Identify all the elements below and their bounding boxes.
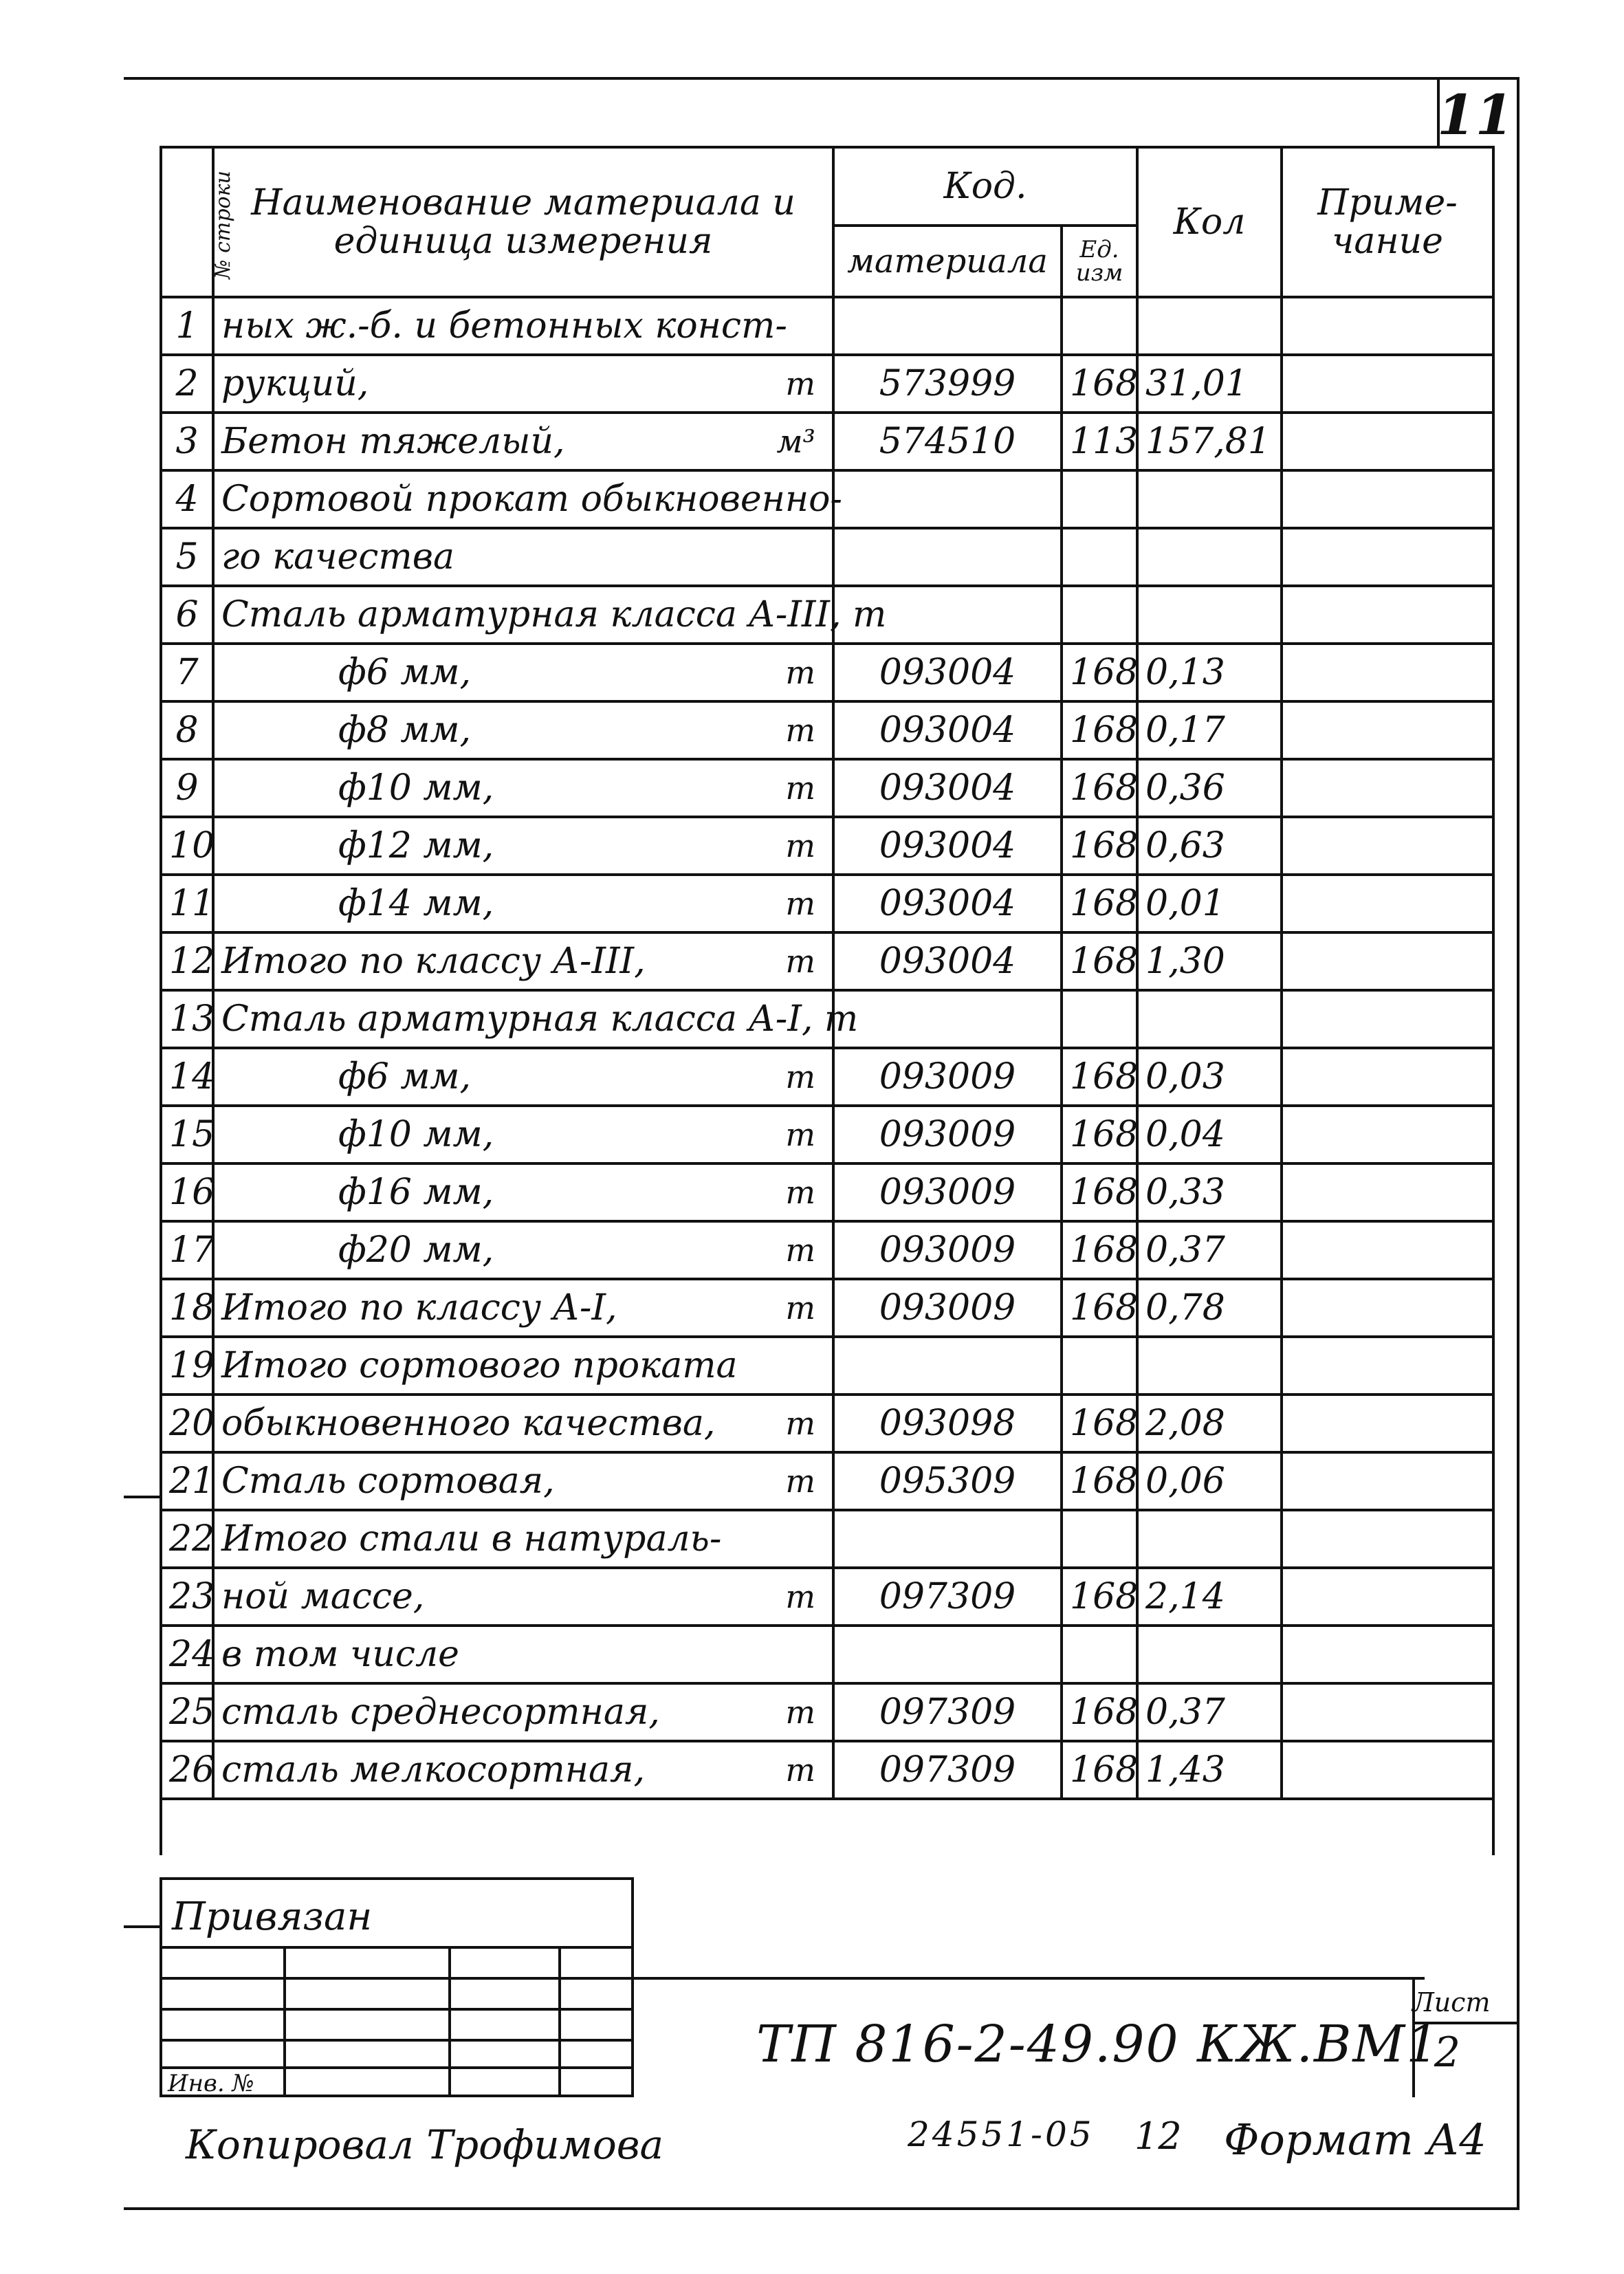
material-name-cell — [213, 817, 833, 875]
material-code — [833, 297, 1062, 355]
quantity — [1137, 470, 1282, 528]
material-name-cell — [213, 932, 833, 990]
sheet-value: 2 — [1434, 2029, 1461, 2077]
material-code — [833, 990, 1062, 1048]
unit-code: 168 — [1062, 1452, 1137, 1510]
measure-unit: м³ — [776, 423, 815, 460]
unit-code: 168 — [1062, 1568, 1137, 1626]
material-code: 095309 — [833, 1452, 1062, 1510]
table-row — [161, 413, 1493, 470]
quantity — [1137, 1337, 1282, 1395]
material-name: Бетон тяжелый, — [221, 421, 565, 462]
measure-unit: т — [785, 1694, 815, 1731]
unit-code — [1062, 1337, 1137, 1395]
note — [1282, 1048, 1493, 1106]
note — [1282, 759, 1493, 817]
material-name-cell — [213, 355, 833, 413]
material-name: ф8 мм, — [338, 710, 472, 751]
material-name-cell — [213, 1279, 833, 1337]
table-row — [161, 1221, 1493, 1279]
header-code: Код. — [833, 147, 1137, 226]
stamp-row-line-3 — [160, 2008, 634, 2011]
material-name-cell — [213, 875, 833, 932]
material-name: Сталь арматурная класса А-III, т — [221, 594, 887, 635]
material-name: Итого по классу А-I, — [221, 1287, 617, 1329]
quantity: 1,30 — [1137, 932, 1282, 990]
quantity — [1137, 990, 1282, 1048]
table-row — [161, 644, 1493, 701]
measure-unit: т — [785, 769, 815, 807]
note — [1282, 1741, 1493, 1799]
material-code: 093009 — [833, 1163, 1062, 1221]
material-name-cell — [213, 1452, 833, 1510]
stamp-row-line-2 — [160, 1977, 634, 1980]
table-row — [161, 1683, 1493, 1741]
material-name: ф14 мм, — [338, 883, 494, 924]
order-number: 24551-05 — [908, 2114, 1095, 2154]
row-number: 19 — [161, 1337, 213, 1395]
measure-unit: т — [785, 1058, 815, 1095]
material-name-cell — [213, 1626, 833, 1683]
note — [1282, 1279, 1493, 1337]
row-number: 22 — [161, 1510, 213, 1568]
unit-code: 168 — [1062, 1163, 1137, 1221]
material-name-cell — [213, 1741, 833, 1799]
quantity: 0,03 — [1137, 1048, 1282, 1106]
sheet-number: 11 — [1437, 83, 1514, 147]
material-code: 093004 — [833, 644, 1062, 701]
material-code: 093009 — [833, 1279, 1062, 1337]
quantity: 2,14 — [1137, 1568, 1282, 1626]
measure-unit: т — [785, 712, 815, 749]
quantity: 0,78 — [1137, 1279, 1282, 1337]
left-tick-2 — [124, 1925, 160, 1928]
note — [1282, 528, 1493, 586]
row-number: 8 — [161, 701, 213, 759]
material-name: рукций, — [221, 363, 369, 404]
document-code: ТП 816-2-49.90 КЖ.ВМ1 — [756, 2015, 1440, 2074]
note — [1282, 1395, 1493, 1452]
quantity: 0,01 — [1137, 875, 1282, 932]
material-name: Сталь арматурная класса А-I, т — [221, 998, 859, 1040]
material-name: го качества — [221, 536, 454, 578]
header-row-number: № строки — [161, 147, 213, 297]
note — [1282, 297, 1493, 355]
material-name: Итого сортового проката — [221, 1345, 738, 1386]
stamp-row-line-4 — [160, 2039, 634, 2042]
measure-unit: т — [785, 1289, 815, 1326]
row-number: 17 — [161, 1221, 213, 1279]
row-number: 25 — [161, 1683, 213, 1741]
material-name: сталь мелкосортная, — [221, 1749, 645, 1791]
table-row — [161, 1626, 1493, 1683]
unit-code: 168 — [1062, 355, 1137, 413]
material-name: Итого стали в натураль- — [221, 1518, 722, 1560]
note — [1282, 1337, 1493, 1395]
table-row — [161, 990, 1493, 1048]
right-frame-line — [1517, 77, 1519, 2209]
material-name-cell — [213, 990, 859, 1048]
material-name-cell — [213, 1395, 833, 1452]
table-row — [161, 586, 1493, 644]
sheet-label: Лист — [1412, 1987, 1491, 2018]
unit-code — [1062, 1626, 1137, 1683]
unit-code: 168 — [1062, 1221, 1137, 1279]
note — [1282, 875, 1493, 932]
top-border-line — [124, 77, 1519, 80]
table-row — [161, 297, 1493, 355]
material-code — [833, 528, 1062, 586]
material-name: сталь среднесортная, — [221, 1692, 660, 1733]
table-row — [161, 355, 1493, 413]
header-note: Приме- чание — [1282, 147, 1493, 297]
row-number: 24 — [161, 1626, 213, 1683]
inv-number-label: Инв. № — [168, 2070, 254, 2097]
page-number: 12 — [1134, 2114, 1182, 2158]
quantity — [1137, 1626, 1282, 1683]
row-number: 10 — [161, 817, 213, 875]
stamp-extension-line — [634, 1977, 1425, 1980]
note — [1282, 1683, 1493, 1741]
quantity: 0,13 — [1137, 644, 1282, 701]
unit-code — [1062, 470, 1137, 528]
stamp-frame — [160, 1877, 634, 2097]
material-name: Сортовой прокат обыкновенно- — [221, 479, 842, 520]
copied-by: Копировал Трофимова — [186, 2121, 664, 2168]
measure-unit: т — [785, 1116, 815, 1153]
quantity: 0,37 — [1137, 1683, 1282, 1741]
table-row — [161, 1106, 1493, 1163]
material-name: ф10 мм, — [338, 767, 494, 809]
material-code — [833, 1510, 1062, 1568]
material-code — [833, 470, 1062, 528]
material-name-cell — [213, 1221, 833, 1279]
material-name-cell — [213, 759, 833, 817]
stamp-col-line-1 — [283, 1946, 286, 2097]
table-row — [161, 1741, 1493, 1799]
material-code: 093004 — [833, 817, 1062, 875]
stamp-row-line-5 — [160, 2066, 634, 2069]
quantity — [1137, 1510, 1282, 1568]
material-name-cell — [213, 701, 833, 759]
material-code: 093009 — [833, 1106, 1062, 1163]
row-number: 12 — [161, 932, 213, 990]
row-number: 1 — [161, 297, 213, 355]
quantity — [1137, 297, 1282, 355]
unit-code — [1062, 297, 1137, 355]
material-name-cell — [213, 1048, 833, 1106]
note — [1282, 586, 1493, 644]
quantity: 0,06 — [1137, 1452, 1282, 1510]
material-name-cell — [213, 644, 833, 701]
row-number: 5 — [161, 528, 213, 586]
material-code: 093004 — [833, 875, 1062, 932]
unit-code: 168 — [1062, 1106, 1137, 1163]
header-unit-code: Ед. изм — [1062, 226, 1137, 297]
note — [1282, 932, 1493, 990]
note — [1282, 1626, 1493, 1683]
material-name-cell — [213, 1510, 833, 1568]
empty-cell — [161, 1799, 1493, 1855]
table-row — [161, 1452, 1493, 1510]
note — [1282, 470, 1493, 528]
format-label: Формат А4 — [1224, 2114, 1486, 2165]
table-row — [161, 875, 1493, 932]
material-name-cell — [213, 528, 833, 586]
material-name: ной массе, — [221, 1576, 425, 1617]
measure-unit: т — [785, 365, 815, 402]
unit-code: 168 — [1062, 1741, 1137, 1799]
material-name: Сталь сортовая, — [221, 1461, 555, 1502]
row-number: 4 — [161, 470, 213, 528]
unit-code: 113 — [1062, 413, 1137, 470]
quantity: 0,63 — [1137, 817, 1282, 875]
note — [1282, 1106, 1493, 1163]
row-number: 21 — [161, 1452, 213, 1510]
note — [1282, 1568, 1493, 1626]
material-name: Итого по классу А-III, — [221, 941, 646, 982]
material-code: 097309 — [833, 1568, 1062, 1626]
note — [1282, 701, 1493, 759]
material-code: 093098 — [833, 1395, 1062, 1452]
row-number: 14 — [161, 1048, 213, 1106]
row-number: 9 — [161, 759, 213, 817]
note — [1282, 644, 1493, 701]
material-code: 093004 — [833, 932, 1062, 990]
quantity: 0,17 — [1137, 701, 1282, 759]
material-name: ф20 мм, — [338, 1229, 494, 1271]
material-code — [833, 1626, 1062, 1683]
row-number: 26 — [161, 1741, 213, 1799]
unit-code: 168 — [1062, 932, 1137, 990]
table-row — [161, 759, 1493, 817]
measure-unit: т — [785, 654, 815, 691]
material-name: в том числе — [221, 1634, 459, 1675]
material-name-cell — [213, 297, 833, 355]
measure-unit: т — [785, 1751, 815, 1789]
row-number: 15 — [161, 1106, 213, 1163]
row-number: 20 — [161, 1395, 213, 1452]
quantity: 2,08 — [1137, 1395, 1282, 1452]
unit-code: 168 — [1062, 817, 1137, 875]
left-tick-1 — [124, 1496, 160, 1498]
table-row — [161, 1395, 1493, 1452]
note — [1282, 817, 1493, 875]
unit-code — [1062, 990, 1137, 1048]
quantity: 0,33 — [1137, 1163, 1282, 1221]
table-row — [161, 1048, 1493, 1106]
row-number: 2 — [161, 355, 213, 413]
measure-unit: т — [785, 1174, 815, 1211]
header-name: Наименование материала и единица измерения — [213, 147, 833, 297]
row-number: 13 — [161, 990, 213, 1048]
note — [1282, 413, 1493, 470]
bound-label: Привязан — [172, 1894, 373, 1939]
material-code: 097309 — [833, 1683, 1062, 1741]
material-name: ных ж.-б. и бетонных конст- — [221, 305, 787, 347]
header-qty: Кол — [1137, 147, 1282, 297]
unit-code: 168 — [1062, 1279, 1137, 1337]
header-material-code: материала — [833, 226, 1062, 297]
quantity: 0,04 — [1137, 1106, 1282, 1163]
material-name-cell — [213, 1163, 833, 1221]
material-code: 097309 — [833, 1741, 1062, 1799]
table-row — [161, 1163, 1493, 1221]
material-name-cell — [213, 586, 887, 644]
note — [1282, 1510, 1493, 1568]
measure-unit: т — [785, 1463, 815, 1500]
unit-code: 168 — [1062, 701, 1137, 759]
measure-unit: т — [785, 1405, 815, 1442]
table-row — [161, 1568, 1493, 1626]
unit-code — [1062, 586, 1137, 644]
unit-code: 168 — [1062, 1683, 1137, 1741]
table-row — [161, 1279, 1493, 1337]
material-name: ф12 мм, — [338, 825, 494, 866]
note — [1282, 990, 1493, 1048]
material-name: ф6 мм, — [338, 652, 472, 693]
quantity: 0,37 — [1137, 1221, 1282, 1279]
material-code: 093004 — [833, 701, 1062, 759]
row-number: 7 — [161, 644, 213, 701]
material-name: обыкновенного качества, — [221, 1403, 716, 1444]
material-name-cell — [213, 1337, 833, 1395]
unit-code — [1062, 528, 1137, 586]
material-name: ф10 мм, — [338, 1114, 494, 1155]
material-code: 093009 — [833, 1221, 1062, 1279]
measure-unit: т — [785, 1232, 815, 1269]
material-name-cell — [213, 470, 842, 528]
material-name: ф16 мм, — [338, 1172, 494, 1213]
measure-unit: т — [785, 1578, 815, 1615]
row-number: 16 — [161, 1163, 213, 1221]
unit-code: 168 — [1062, 644, 1137, 701]
quantity — [1137, 586, 1282, 644]
material-name-cell — [213, 1683, 833, 1741]
table-row — [161, 1337, 1493, 1395]
note — [1282, 355, 1493, 413]
row-number: 11 — [161, 875, 213, 932]
measure-unit: т — [785, 827, 815, 864]
quantity: 1,43 — [1137, 1741, 1282, 1799]
quantity: 31,01 — [1137, 355, 1282, 413]
table-row — [161, 1510, 1493, 1568]
material-name: ф6 мм, — [338, 1056, 472, 1097]
stamp-col-line-3 — [558, 1946, 561, 2097]
table-row — [161, 701, 1493, 759]
unit-code: 168 — [1062, 759, 1137, 817]
material-name-cell — [213, 1106, 833, 1163]
quantity: 0,36 — [1137, 759, 1282, 817]
material-code: 093009 — [833, 1048, 1062, 1106]
note — [1282, 1452, 1493, 1510]
material-code: 574510 — [833, 413, 1062, 470]
table-row — [161, 817, 1493, 875]
stamp-row-line-1 — [160, 1946, 634, 1949]
quantity: 157,81 — [1137, 413, 1282, 470]
stamp-col-line-2 — [448, 1946, 451, 2097]
row-number: 6 — [161, 586, 213, 644]
material-name-cell — [213, 1568, 833, 1626]
materials-table — [160, 146, 1495, 1855]
material-code: 573999 — [833, 355, 1062, 413]
unit-code — [1062, 1510, 1137, 1568]
note — [1282, 1221, 1493, 1279]
table-row — [161, 470, 1493, 528]
measure-unit: т — [785, 885, 815, 922]
row-number: 3 — [161, 413, 213, 470]
row-number: 23 — [161, 1568, 213, 1626]
quantity — [1137, 528, 1282, 586]
measure-unit: т — [785, 943, 815, 980]
table-row — [161, 528, 1493, 586]
material-code — [833, 1337, 1062, 1395]
bottom-border-line — [124, 2207, 1519, 2210]
table-row — [161, 932, 1493, 990]
empty-area — [161, 1799, 1493, 1855]
material-code: 093004 — [833, 759, 1062, 817]
unit-code: 168 — [1062, 1395, 1137, 1452]
material-name-cell — [213, 413, 833, 470]
unit-code: 168 — [1062, 875, 1137, 932]
unit-code: 168 — [1062, 1048, 1137, 1106]
note — [1282, 1163, 1493, 1221]
row-number: 18 — [161, 1279, 213, 1337]
